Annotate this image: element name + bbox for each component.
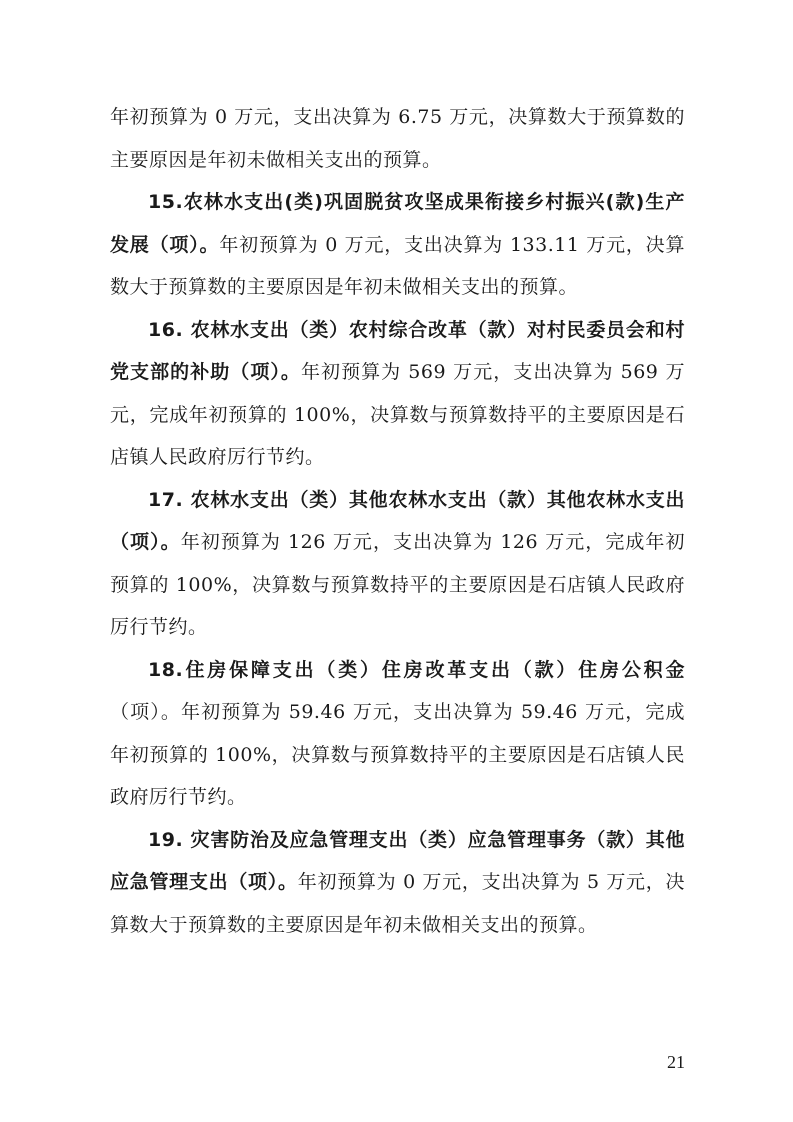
paragraph-heading: 18.住房保障支出（类）住房改革支出（款）住房公积金	[148, 658, 685, 681]
paragraph-body: 年初预算为 126 万元，支出决算为 126 万元，完成年初预算的 100%，决算数与预算数持平的主要原因是石店镇人民政府厉行节约。	[110, 531, 685, 638]
paragraph-heading: 15.农林水支出(类)巩固脱贫攻坚成果衔接乡村振兴(款)生产发展（项）。	[110, 191, 685, 256]
paragraph-body: 年初预算为 0 万元，支出决算为 6.75 万元，决算数大于预算数的主要原因是年初未做相关支出的预算。	[110, 106, 685, 171]
paragraph-body: 年初预算为 0 万元，支出决算为 5 万元，决算数大于预算数的主要原因是年初未做相关支出的预算。	[110, 871, 685, 936]
paragraph-15	[110, 181, 685, 309]
paragraph-body: 年初预算为 0 万元，支出决算为 133.11 万元，决算数大于预算数的主要原因是年初未做相关支出的预算。	[110, 233, 685, 298]
page-number: 21	[667, 1052, 685, 1072]
paragraph-17	[110, 479, 685, 649]
paragraph-body: （项）。年初预算为 59.46 万元，支出决算为 59.46 万元，完成年初预算的 100%，决算数与预算数持平的主要原因是石店镇人民政府厉行节约。	[110, 701, 685, 808]
paragraph-heading: 17. 农林水支出（类）其他农林水支出（款）其他农林水支出（项）。	[110, 488, 685, 553]
paragraph-19	[110, 819, 685, 947]
paragraph-14-continuation	[110, 96, 685, 181]
paragraph-heading: 16. 农林水支出（类）农村综合改革（款）对村民委员会和村党支部的补助（项）。	[110, 318, 685, 383]
paragraph-heading: 19. 灾害防治及应急管理支出（类）应急管理事务（款）其他应急管理支出（项）。	[110, 828, 685, 893]
paragraph-18	[110, 649, 685, 819]
paragraph-body: 年初预算为 569 万元，支出决算为 569 万元，完成年初预算的 100%，决算数与预算数持平的主要原因是石店镇人民政府厉行节约。	[110, 361, 685, 468]
paragraph-16	[110, 309, 685, 479]
document-body	[110, 96, 685, 946]
